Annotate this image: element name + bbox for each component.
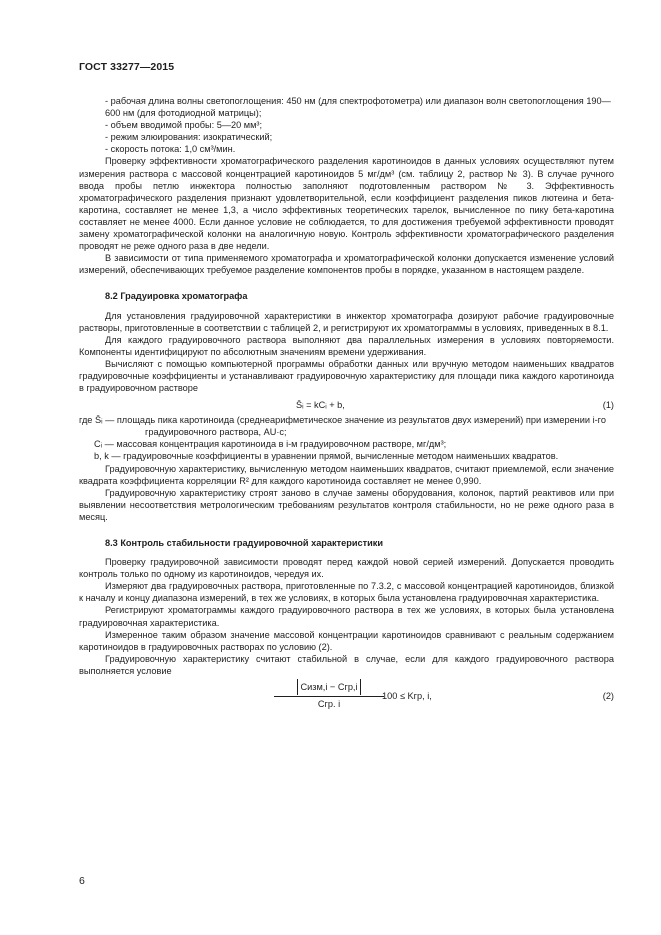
section-heading-8-3: 8.3 Контроль стабильности градуировочной характеристики bbox=[105, 538, 383, 548]
formula-2 bbox=[79, 679, 614, 719]
document-header: ГОСТ 33277—2015 bbox=[79, 61, 175, 73]
formula-1-number: (1) bbox=[602, 400, 614, 411]
formula-2-condition: ·100 ≤ Kгр, i, bbox=[379, 691, 432, 702]
paragraph: Градуировочную характеристику, вычисленную методом наименьших квадратов, считают приемлемой, если значение квадрата коэффициента корреляции R² для каждого каротиноида составляет не менее 0,990. bbox=[79, 463, 614, 486]
definition-b-k: b, k — градуировочные коэффициенты в уравнении прямой, вычисленные методом наименьших квадратов. bbox=[94, 451, 559, 462]
formula-2-denominator: Cгр. i bbox=[317, 699, 341, 710]
definition-c: Cᵢ — массовая концентрация каротиноида в i-м градуировочном растворе, мг/дм³; bbox=[94, 439, 447, 450]
paragraph: Градуировочную характеристику строят заново в случае замены оборудования, колонок, партий реактивов или при выявлении несоответствия метрологическим требованиям результатов контроля стабильности, но не реже одного раза в месяц. bbox=[79, 487, 614, 522]
page-number: 6 bbox=[79, 875, 85, 887]
paragraph: В зависимости от типа применяемого хроматографа и хроматографической колонки допускается изменение условий измерений, обеспечивающих требуемое разделение компонентов пробы в порядке, указанном в настоящем разделе. bbox=[79, 253, 614, 276]
paragraph: Проверку эффективности хроматографического разделения каротиноидов в данных условиях осуществляют путем измерения раствора с массовой концентрацией каротиноидов 5 мг/дм³ (см. таблицу 2, раствор № 3). В случае ручного ввода пробы петлю инжектора полностью заполняют подготовленным раствором № 3. Эффективность хроматографического разделения признают удовлетворительной, если коэффициент разделения пиков лютеина и бета-каротина, составляет не менее 1,3, а число эффективных теоретических тарелок, вычисленное по пику бета-каротина составляет не менее 4000. Если данное условие не соблюдается, то для достижения требуемой эффективности проводят замену хроматографической колонки на аналогичную новую. Контроль эффективности хроматографического разделения проводят не реже одного раза в две недели. bbox=[79, 156, 614, 252]
paragraph: Градуировочную характеристику считают стабильной в случае, если для каждого градуировочного раствора выполняется условие bbox=[79, 653, 614, 676]
document-body bbox=[79, 95, 614, 719]
paragraph: Проверку градуировочной зависимости проводят перед каждой новой серией измерений. Допускается проводить контроль только по одному из каротиноидов, чередуя их. bbox=[79, 557, 614, 580]
formula-1-expression: S̄ᵢ = kCᵢ + b, bbox=[296, 400, 345, 411]
formula-1 bbox=[79, 398, 614, 412]
paragraph: Вычисляют с помощью компьютерной программы обработки данных или вручную методом наименьших квадратов градуировочные коэффициенты и устанавливают градуировочную характеристику для площади пика каждого каротиноида в градуировочном растворе bbox=[79, 358, 614, 394]
fraction-bar bbox=[274, 696, 384, 697]
formula-2-number: (2) bbox=[602, 691, 614, 702]
formula-2-numerator: Cизм,i − Cгр,i bbox=[297, 679, 360, 695]
paragraph: Измеренное таким образом значение массовой концентрации каротиноидов сравнивают с реальным содержанием каротиноидов в градуировочных растворах по условию (2). bbox=[79, 629, 614, 652]
paragraph: Регистрируют хроматограммы каждого градуировочного раствора в тех же условиях, в которых была установлена градуировочная характеристика. bbox=[79, 605, 614, 628]
list-item: - скорость потока: 1,0 см³/мин. bbox=[105, 144, 236, 155]
paragraph: Измеряют два градуировочных раствора, приготовленные по 7.3.2, с массовой концентрацией каротиноидов, близкой к началу и концу диапазона измерений, в тех же условиях, в которых была установлена градуировочная характеристика. bbox=[79, 581, 614, 604]
list-item: - рабочая длина волны светопоглощения: 450 нм (для спектрофотометра) или диапазон волн светопоглощения 190—600 нм (для фотодиодной матрицы); bbox=[105, 96, 611, 119]
list-item: - объем вводимой пробы: 5—20 мм³; bbox=[105, 120, 263, 131]
formula-2-fraction bbox=[274, 679, 384, 710]
section-heading-8-2: 8.2 Градуировка хроматографа bbox=[105, 291, 248, 302]
list-item: - режим элюирования: изократический; bbox=[105, 132, 273, 143]
paragraph: Для каждого градуировочного раствора выполняют два параллельных измерения в условиях повторяемости. Компоненты идентифицируют по абсолютным значениям времени удерживания. bbox=[79, 334, 614, 357]
definition-s: где S̄ᵢ — площадь пика каротиноида (среднеарифметическое значение из результатов двух измерений) при измерении i-го градуировочного раствора, AU·с; bbox=[79, 415, 606, 438]
paragraph: Для установления градуировочной характеристики в инжектор хроматографа дозируют рабочие градуировочные растворы, приготовленные в соответствии с таблицей 2, и регистрируют их хроматограммы в условиях, приведенных в 8.1. bbox=[79, 310, 614, 333]
